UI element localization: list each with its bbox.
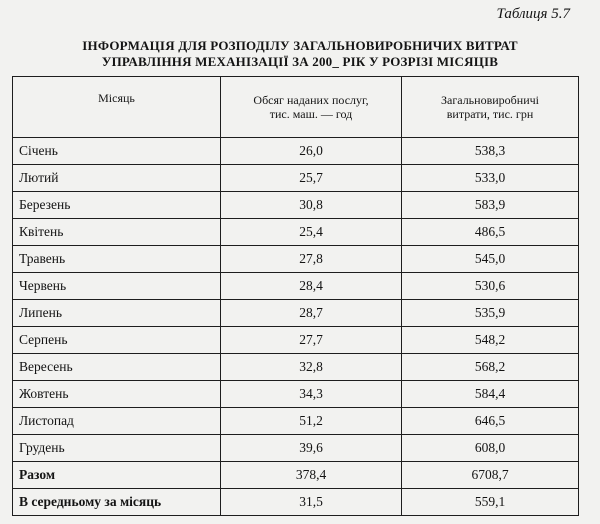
services-cell: 27,7 bbox=[221, 327, 402, 354]
services-cell: 32,8 bbox=[221, 354, 402, 381]
month-cell: Вересень bbox=[13, 354, 221, 381]
overhead-cell: 486,5 bbox=[402, 219, 579, 246]
header-row bbox=[13, 77, 579, 138]
overhead-cell: 583,9 bbox=[402, 192, 579, 219]
total-services: 378,4 bbox=[221, 462, 402, 489]
header-month: Місяць bbox=[13, 77, 221, 138]
total-row bbox=[13, 462, 579, 489]
header-services bbox=[221, 77, 402, 138]
services-cell: 26,0 bbox=[221, 138, 402, 165]
average-overhead: 559,1 bbox=[402, 489, 579, 516]
table-row bbox=[13, 192, 579, 219]
total-label: Разом bbox=[13, 462, 221, 489]
services-cell: 28,7 bbox=[221, 300, 402, 327]
services-cell: 34,3 bbox=[221, 381, 402, 408]
overhead-cell: 530,6 bbox=[402, 273, 579, 300]
month-cell: Грудень bbox=[13, 435, 221, 462]
month-cell: Квітень bbox=[13, 219, 221, 246]
table-row bbox=[13, 300, 579, 327]
month-cell: Серпень bbox=[13, 327, 221, 354]
table-row bbox=[13, 246, 579, 273]
month-cell: Лютий bbox=[13, 165, 221, 192]
table-title-line-1: ІНФОРМАЦІЯ ДЛЯ РОЗПОДІЛУ ЗАГАЛЬНОВИРОБНИЧИХ ВИТРАТ bbox=[82, 38, 518, 53]
month-cell: Січень bbox=[13, 138, 221, 165]
month-cell: Березень bbox=[13, 192, 221, 219]
services-cell: 28,4 bbox=[221, 273, 402, 300]
average-label: В середньому за місяць bbox=[13, 489, 221, 516]
overhead-cell: 584,4 bbox=[402, 381, 579, 408]
services-cell: 51,2 bbox=[221, 408, 402, 435]
total-overhead: 6708,7 bbox=[402, 462, 579, 489]
table-row bbox=[13, 327, 579, 354]
header-overhead-line-1: Загальновиробничі bbox=[441, 93, 539, 107]
overhead-cell: 548,2 bbox=[402, 327, 579, 354]
table-row bbox=[13, 138, 579, 165]
table-row bbox=[13, 408, 579, 435]
table-row bbox=[13, 165, 579, 192]
month-cell: Травень bbox=[13, 246, 221, 273]
header-overhead bbox=[402, 77, 579, 138]
services-cell: 25,7 bbox=[221, 165, 402, 192]
table-row bbox=[13, 354, 579, 381]
services-cell: 30,8 bbox=[221, 192, 402, 219]
header-services-line-1: Обсяг наданих послуг, bbox=[253, 93, 369, 107]
overhead-cell: 646,5 bbox=[402, 408, 579, 435]
month-cell: Жовтень bbox=[13, 381, 221, 408]
month-cell: Червень bbox=[13, 273, 221, 300]
table-row bbox=[13, 435, 579, 462]
table-row bbox=[13, 219, 579, 246]
table-title bbox=[0, 38, 600, 70]
table-title-line-2: УПРАВЛІННЯ МЕХАНІЗАЦІЇ ЗА 200_ РІК У РОЗРІЗІ МІСЯЦІВ bbox=[101, 54, 499, 69]
services-cell: 39,6 bbox=[221, 435, 402, 462]
table-number: Таблиця 5.7 bbox=[496, 6, 570, 22]
table-body bbox=[13, 138, 579, 516]
services-cell: 27,8 bbox=[221, 246, 402, 273]
overhead-cell: 533,0 bbox=[402, 165, 579, 192]
month-cell: Липень bbox=[13, 300, 221, 327]
table-row bbox=[13, 273, 579, 300]
month-cell: Листопад bbox=[13, 408, 221, 435]
header-overhead-line-2: витрати, тис. грн bbox=[446, 107, 534, 121]
overhead-cell: 608,0 bbox=[402, 435, 579, 462]
services-cell: 25,4 bbox=[221, 219, 402, 246]
overhead-cell: 545,0 bbox=[402, 246, 579, 273]
header-services-line-2: тис. маш. — год bbox=[269, 107, 353, 121]
overhead-cell: 568,2 bbox=[402, 354, 579, 381]
average-row bbox=[13, 489, 579, 516]
overhead-cell: 535,9 bbox=[402, 300, 579, 327]
average-services: 31,5 bbox=[221, 489, 402, 516]
table-row bbox=[13, 381, 579, 408]
overhead-table bbox=[12, 76, 579, 516]
overhead-cell: 538,3 bbox=[402, 138, 579, 165]
